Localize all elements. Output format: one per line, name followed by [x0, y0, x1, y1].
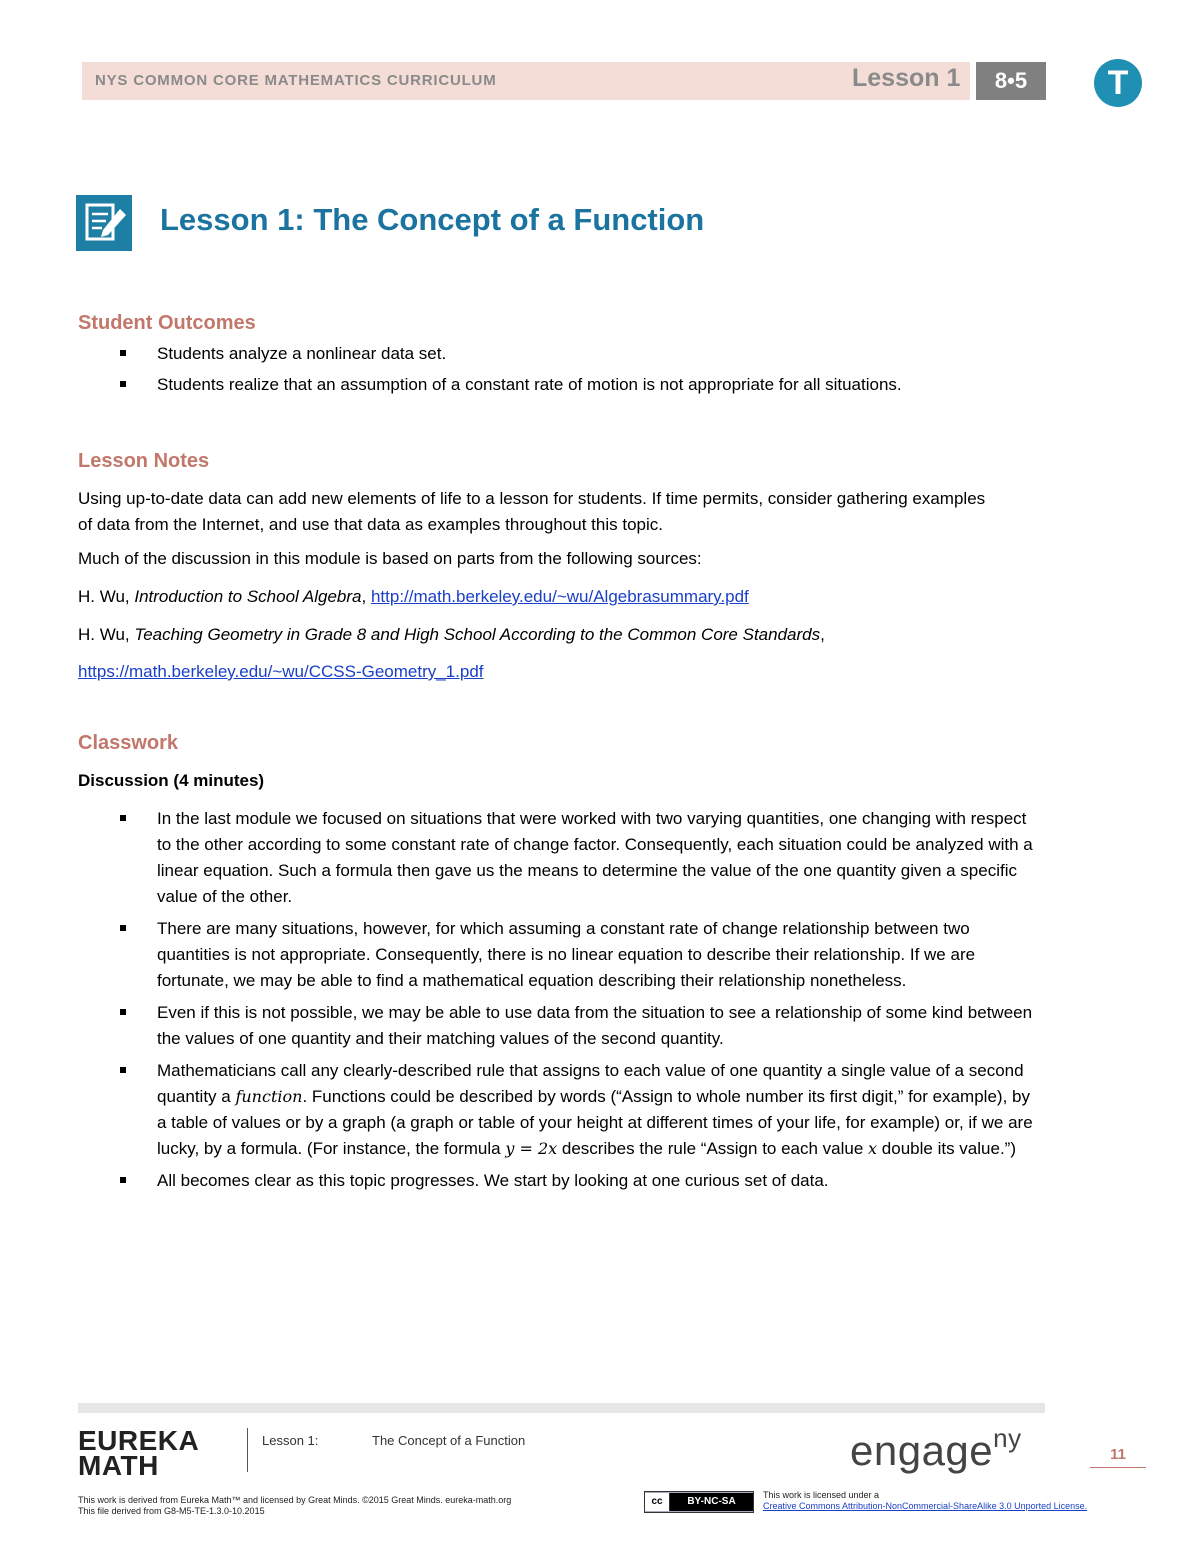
logo-line: MATH	[78, 1450, 159, 1481]
reference-1	[78, 584, 1078, 610]
page-title: Lesson 1: The Concept of a Function	[160, 202, 705, 237]
variable: x	[868, 1139, 878, 1158]
bullet-text: describes the rule “Assign to each value	[557, 1139, 869, 1158]
logo-superscript: ny	[993, 1423, 1022, 1453]
bullet-text: double its value.”)	[877, 1139, 1016, 1158]
reference-link[interactable]: https://math.berkeley.edu/~wu/CCSS-Geometry_1.pdf	[78, 662, 484, 681]
discussion-label: Discussion (4 minutes)	[78, 771, 265, 790]
grade-module-badge: 8•5	[976, 62, 1046, 100]
cc-license-type: BY-NC-SA	[670, 1493, 753, 1511]
reference-author: H. Wu,	[78, 625, 135, 644]
lesson-notebook-icon	[76, 195, 132, 251]
derivation-line: This file derived from G8-M5-TE-1.3.0-10.2015	[78, 1506, 265, 1516]
license-link[interactable]: Creative Commons Attribution-NonCommercial-ShareAlike 3.0 Unported License.	[763, 1501, 1088, 1511]
classwork-heading: Classwork	[78, 732, 179, 754]
bullet-text: Mathematicians call any clearly-described rule that assigns to each value of one quantity a single value of a second quantity a	[157, 1061, 1024, 1106]
bullet-text: . Functions could be described by words (“Assign to whole number its first digit,” for example), by a table of values or by a graph (a graph or table of your height at different times of your life, for example) or, if we are lucky, by a formula. (For instance, the formula	[157, 1087, 1033, 1158]
formula: y = 2x	[505, 1139, 558, 1158]
eureka-math-logo	[78, 1425, 200, 1481]
lesson-notes-paragraph: Using up-to-date data can add new elements of life to a lesson for students. If time permits, consider gathering examples of data from the Internet, and use that data as examples throughout this topic.	[78, 489, 986, 534]
discussion-bullet: In the last module we focused on situations that were worked with two varying quantities, one changing with respect to the other according to some constant rate of change factor. Consequently, each situation could be analyzed with a linear equation. Such a formula then gave us the means to determine the value of the one quantity given a specific value of the other.	[157, 806, 1037, 910]
outcome-item: Students analyze a nonlinear data set.	[157, 341, 1057, 367]
footer-lesson-topic: The Concept of a Function	[372, 1433, 526, 1448]
reference-separator: ,	[820, 625, 825, 644]
discussion-bullet: There are many situations, however, for which assuming a constant rate of change relationship between two quantities is not appropriate. Consequently, there is no linear equation to describe their relationship. If we are fortunate, we may be able to find a mathematical equation describing their relationship nonetheless.	[157, 916, 1037, 994]
lesson-notes-sources-intro: Much of the discussion in this module is based on parts from the following sources:	[78, 549, 702, 568]
footer-vertical-divider	[247, 1428, 248, 1472]
function-term: function	[235, 1087, 303, 1106]
logo-line: EUREKA	[78, 1425, 200, 1456]
discussion-bullet	[157, 1058, 1037, 1162]
student-outcomes-list	[157, 341, 1057, 398]
footer-divider	[78, 1403, 1045, 1413]
page-number: 11	[1090, 1446, 1146, 1468]
discussion-bullets	[157, 806, 1037, 1194]
student-outcomes-heading: Student Outcomes	[78, 312, 256, 334]
license-notice	[763, 1490, 1163, 1512]
reference-separator: ,	[361, 587, 371, 606]
curriculum-title: NYS COMMON CORE MATHEMATICS CURRICULUM	[95, 72, 497, 89]
derivation-line: This work is derived from Eureka Math™ and licensed by Great Minds. ©2015 Great Minds. eureka-math.org	[78, 1495, 512, 1505]
reference-title: Introduction to School Algebra	[134, 587, 362, 606]
engageny-logo	[850, 1423, 1022, 1475]
discussion-bullet: All becomes clear as this topic progresses. We start by looking at one curious set of data.	[157, 1168, 1037, 1194]
teacher-edition-badge: T	[1094, 59, 1142, 107]
outcome-item: Students realize that an assumption of a constant rate of motion is not appropriate for all situations.	[157, 372, 1057, 398]
lesson-tag: Lesson 1	[852, 64, 961, 92]
license-line: This work is licensed under a	[763, 1490, 880, 1500]
derivation-notice	[78, 1495, 638, 1517]
lesson-notes-heading: Lesson Notes	[78, 450, 210, 472]
cc-license-badge[interactable]	[644, 1491, 754, 1513]
cc-icon: cc	[645, 1493, 670, 1511]
reference-2-url	[78, 659, 484, 685]
footer-lesson-label: Lesson 1:	[262, 1433, 319, 1448]
reference-title: Teaching Geometry in Grade 8 and High School According to the Common Core Standards	[134, 625, 821, 644]
discussion-bullet: Even if this is not possible, we may be able to use data from the situation to see a relationship of some kind between the values of one quantity and their matching values of the second quantity.	[157, 1000, 1037, 1052]
reference-author: H. Wu,	[78, 587, 135, 606]
reference-2	[78, 622, 1078, 648]
reference-link[interactable]: http://math.berkeley.edu/~wu/Algebrasummary.pdf	[370, 587, 749, 606]
logo-text: engage	[850, 1427, 994, 1474]
